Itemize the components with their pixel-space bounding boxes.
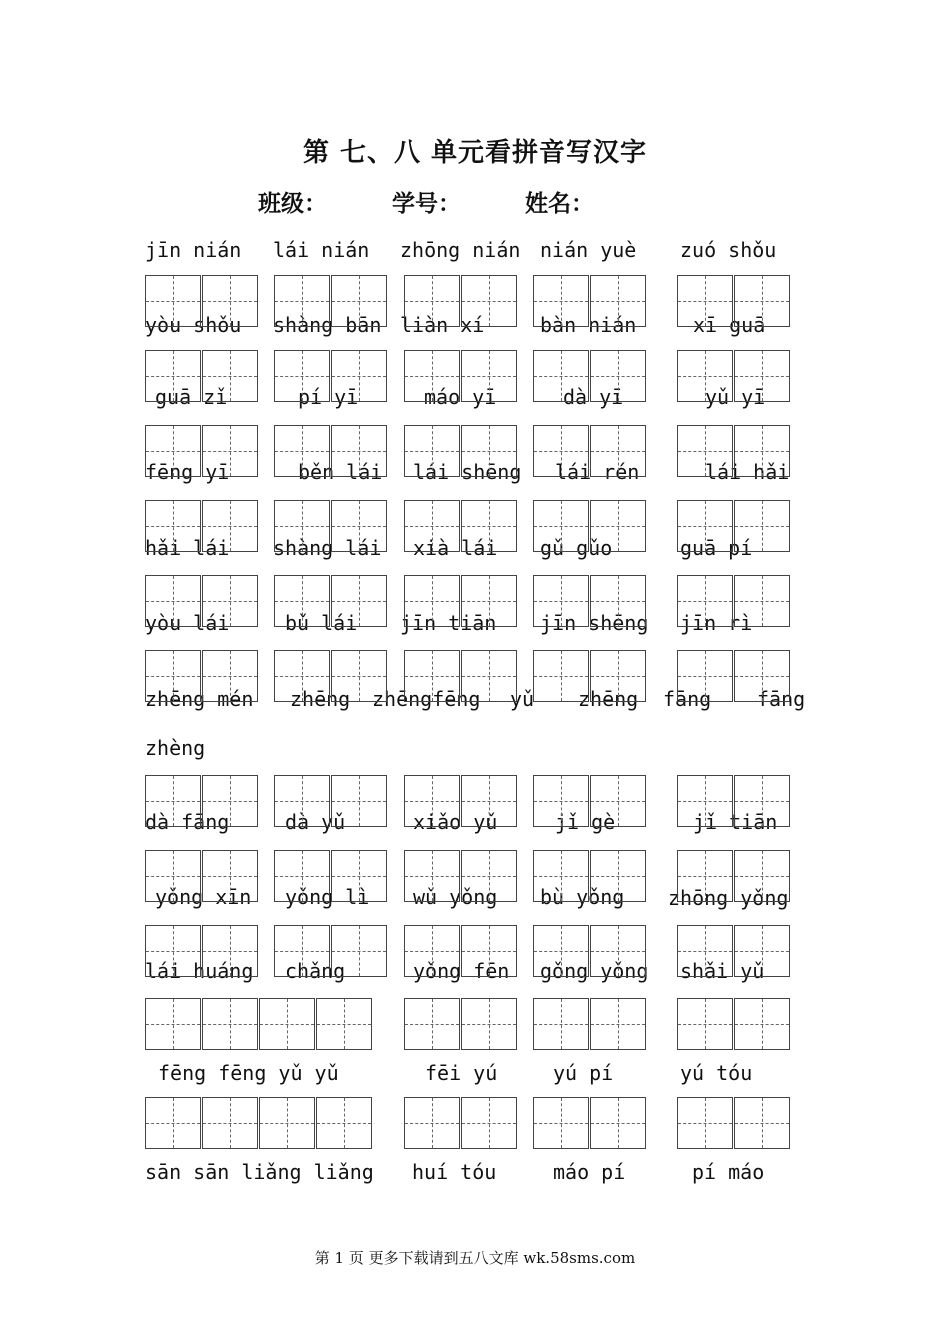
writing-box[interactable] <box>590 425 646 477</box>
writing-box[interactable] <box>145 575 201 627</box>
pinyin-word: nián yuè <box>540 238 637 262</box>
pinyin-word: shàng bān <box>273 313 382 337</box>
writing-box[interactable] <box>145 775 201 827</box>
pinyin-word: hǎi lái <box>145 536 230 560</box>
writing-box[interactable] <box>202 850 258 902</box>
writing-box[interactable] <box>331 650 387 702</box>
writing-box[interactable] <box>331 850 387 902</box>
writing-box[interactable] <box>677 425 733 477</box>
writing-box[interactable] <box>734 998 790 1050</box>
pinyin-word: shàng lái <box>273 536 382 560</box>
writing-box[interactable] <box>331 425 387 477</box>
pinyin-word: fēng yī <box>145 460 230 484</box>
writing-box[interactable] <box>274 425 330 477</box>
writing-box[interactable] <box>677 650 733 702</box>
pinyin-word: yòu lái <box>145 611 230 635</box>
writing-box[interactable] <box>331 500 387 552</box>
writing-box[interactable] <box>533 850 589 902</box>
pinyin-word: gǔ gǔo <box>540 536 613 560</box>
pinyin-word: pí yī <box>298 385 359 409</box>
writing-box[interactable] <box>274 575 330 627</box>
worksheet-title: 第 七、八 单元看拼音写汉字 <box>302 138 648 168</box>
pinyin-word: dà yī <box>563 385 624 409</box>
writing-box[interactable] <box>202 998 258 1050</box>
writing-box[interactable] <box>316 998 372 1050</box>
writing-box[interactable] <box>404 500 460 552</box>
pinyin-word: guā zǐ <box>155 385 228 409</box>
writing-box[interactable] <box>533 650 589 702</box>
pinyin-word: chǎng <box>285 959 346 983</box>
writing-box[interactable] <box>677 500 733 552</box>
pinyin-word: lái shēng <box>413 460 522 484</box>
writing-box[interactable] <box>331 275 387 327</box>
writing-box[interactable] <box>461 275 517 327</box>
pinyin-word: yǔ <box>510 687 535 711</box>
pinyin-word: bǔ lái <box>285 611 358 635</box>
pinyin-word: zhēngfēng <box>372 687 481 711</box>
writing-box[interactable] <box>404 350 460 402</box>
writing-box[interactable] <box>677 1097 733 1149</box>
pinyin-word: běn lái <box>298 460 383 484</box>
writing-box[interactable] <box>274 850 330 902</box>
pinyin-word: fāng <box>663 687 712 711</box>
pinyin-word: sān sān liǎng liǎng <box>145 1160 374 1184</box>
pinyin-word: zhèng <box>145 736 206 760</box>
pinyin-word: bàn nián <box>540 313 637 337</box>
writing-box[interactable] <box>202 575 258 627</box>
writing-box[interactable] <box>734 850 790 902</box>
pinyin-word: lái rén <box>555 460 640 484</box>
writing-box[interactable] <box>461 775 517 827</box>
pinyin-word: jīn rì <box>680 611 753 635</box>
writing-box[interactable] <box>533 1097 589 1149</box>
writing-box[interactable] <box>404 425 460 477</box>
writing-box[interactable] <box>404 575 460 627</box>
pinyin-word: jīn shēng <box>540 611 649 635</box>
writing-box[interactable] <box>461 575 517 627</box>
writing-box[interactable] <box>590 350 646 402</box>
writing-box[interactable] <box>274 925 330 977</box>
writing-box[interactable] <box>145 500 201 552</box>
writing-box[interactable] <box>331 350 387 402</box>
pinyin-word: zhēng <box>578 687 639 711</box>
writing-box[interactable] <box>404 1097 460 1149</box>
writing-box[interactable] <box>590 650 646 702</box>
pinyin-word: zuó shǒu <box>680 238 777 262</box>
writing-box[interactable] <box>259 1097 315 1149</box>
pinyin-word: pí máo <box>692 1160 765 1184</box>
writing-box[interactable] <box>590 500 646 552</box>
student-number-label: 学号： <box>392 191 461 217</box>
writing-box[interactable] <box>461 350 517 402</box>
pinyin-word: shǎi yǔ <box>680 959 765 983</box>
writing-box[interactable] <box>202 350 258 402</box>
pinyin-word: xī guā <box>693 313 766 337</box>
writing-box[interactable] <box>734 350 790 402</box>
pinyin-word: jīn tiān <box>400 611 497 635</box>
pinyin-word: lái nián <box>273 238 370 262</box>
pinyin-word: fēng fēng yǔ yǔ <box>158 1061 339 1085</box>
writing-box[interactable] <box>677 775 733 827</box>
writing-box[interactable] <box>274 775 330 827</box>
pinyin-word: jǐ gè <box>555 810 616 834</box>
writing-box[interactable] <box>145 350 201 402</box>
writing-box[interactable] <box>590 575 646 627</box>
pinyin-word: zhōng nián <box>400 238 521 262</box>
writing-box[interactable] <box>404 925 460 977</box>
pinyin-word: yǔ yī <box>705 385 766 409</box>
writing-box[interactable] <box>734 575 790 627</box>
writing-box[interactable] <box>677 350 733 402</box>
writing-box[interactable] <box>590 275 646 327</box>
pinyin-word: zhēng mén <box>145 687 254 711</box>
writing-box[interactable] <box>461 1097 517 1149</box>
pinyin-word: lái huáng <box>145 959 254 983</box>
student-name-label: 姓名： <box>525 191 594 217</box>
pinyin-word: yǒng fēn <box>413 959 510 983</box>
writing-box[interactable] <box>461 925 517 977</box>
writing-box[interactable] <box>145 1097 201 1149</box>
writing-box[interactable] <box>533 275 589 327</box>
writing-box[interactable] <box>590 925 646 977</box>
writing-box[interactable] <box>274 275 330 327</box>
pinyin-word: dà fāng <box>145 810 230 834</box>
writing-box[interactable] <box>533 775 589 827</box>
writing-box[interactable] <box>404 275 460 327</box>
writing-box[interactable] <box>274 500 330 552</box>
writing-box[interactable] <box>677 575 733 627</box>
pinyin-word: bù yǒng <box>540 885 625 909</box>
writing-box[interactable] <box>677 925 733 977</box>
writing-box[interactable] <box>202 775 258 827</box>
pinyin-word: liàn xí <box>400 313 485 337</box>
writing-box[interactable] <box>202 275 258 327</box>
writing-box[interactable] <box>404 998 460 1050</box>
pinyin-word: yú tóu <box>680 1061 753 1085</box>
writing-box[interactable] <box>274 350 330 402</box>
writing-box[interactable] <box>677 850 733 902</box>
writing-box[interactable] <box>461 650 517 702</box>
writing-box[interactable] <box>461 425 517 477</box>
writing-box[interactable] <box>734 425 790 477</box>
pinyin-word: gǒng yǒng <box>540 959 649 983</box>
writing-box[interactable] <box>734 1097 790 1149</box>
writing-box[interactable] <box>145 425 201 477</box>
writing-box[interactable] <box>734 775 790 827</box>
writing-box[interactable] <box>316 1097 372 1149</box>
writing-box[interactable] <box>202 425 258 477</box>
writing-box[interactable] <box>677 998 733 1050</box>
pinyin-word: huí tóu <box>412 1160 497 1184</box>
pinyin-word: fāng <box>757 687 806 711</box>
pinyin-word: dà yǔ <box>285 810 346 834</box>
writing-box[interactable] <box>145 650 201 702</box>
writing-box[interactable] <box>734 650 790 702</box>
writing-box[interactable] <box>590 998 646 1050</box>
writing-box[interactable] <box>202 650 258 702</box>
writing-box[interactable] <box>533 425 589 477</box>
writing-box[interactable] <box>734 275 790 327</box>
writing-box[interactable] <box>145 998 201 1050</box>
writing-box[interactable] <box>533 925 589 977</box>
pinyin-word: yǒng lì <box>285 885 370 909</box>
writing-box[interactable] <box>590 850 646 902</box>
writing-box[interactable] <box>533 998 589 1050</box>
writing-box[interactable] <box>533 500 589 552</box>
writing-box[interactable] <box>590 1097 646 1149</box>
writing-box[interactable] <box>145 850 201 902</box>
writing-box[interactable] <box>461 850 517 902</box>
pinyin-word: zhōng yǒng <box>668 886 789 910</box>
pinyin-word: yǒng xīn <box>155 885 252 909</box>
writing-box[interactable] <box>461 500 517 552</box>
writing-box[interactable] <box>331 925 387 977</box>
writing-box[interactable] <box>734 500 790 552</box>
pinyin-word: jǐ tiān <box>693 810 778 834</box>
pinyin-word: yú pí <box>553 1061 614 1085</box>
writing-box[interactable] <box>590 775 646 827</box>
writing-box[interactable] <box>259 998 315 1050</box>
pinyin-word: zhēng <box>290 687 351 711</box>
pinyin-word: wǔ yǒng <box>413 885 498 909</box>
writing-box[interactable] <box>331 575 387 627</box>
pinyin-word: fēi yú <box>425 1061 498 1085</box>
writing-box[interactable] <box>533 350 589 402</box>
writing-box[interactable] <box>677 275 733 327</box>
writing-box[interactable] <box>202 1097 258 1149</box>
writing-box[interactable] <box>145 275 201 327</box>
writing-box[interactable] <box>274 650 330 702</box>
pinyin-word: jīn nián <box>145 238 242 262</box>
page-footer: 第 1 页 更多下载请到五八文库 wk.58sms.com <box>314 1249 636 1267</box>
pinyin-word: lái hǎi <box>705 460 790 484</box>
pinyin-word: xià lái <box>413 536 498 560</box>
writing-box[interactable] <box>461 998 517 1050</box>
writing-box[interactable] <box>404 850 460 902</box>
writing-box[interactable] <box>404 650 460 702</box>
writing-box[interactable] <box>404 775 460 827</box>
writing-box[interactable] <box>331 775 387 827</box>
writing-box[interactable] <box>734 925 790 977</box>
pinyin-word: yòu shǒu <box>145 313 242 337</box>
pinyin-word: xiǎo yǔ <box>413 810 498 834</box>
pinyin-word: máo yī <box>424 385 497 409</box>
writing-box[interactable] <box>202 925 258 977</box>
writing-box[interactable] <box>202 500 258 552</box>
writing-box[interactable] <box>145 925 201 977</box>
writing-box[interactable] <box>533 575 589 627</box>
pinyin-word: máo pí <box>553 1160 626 1184</box>
class-label: 班级： <box>258 191 327 217</box>
pinyin-word: guā pí <box>680 536 753 560</box>
